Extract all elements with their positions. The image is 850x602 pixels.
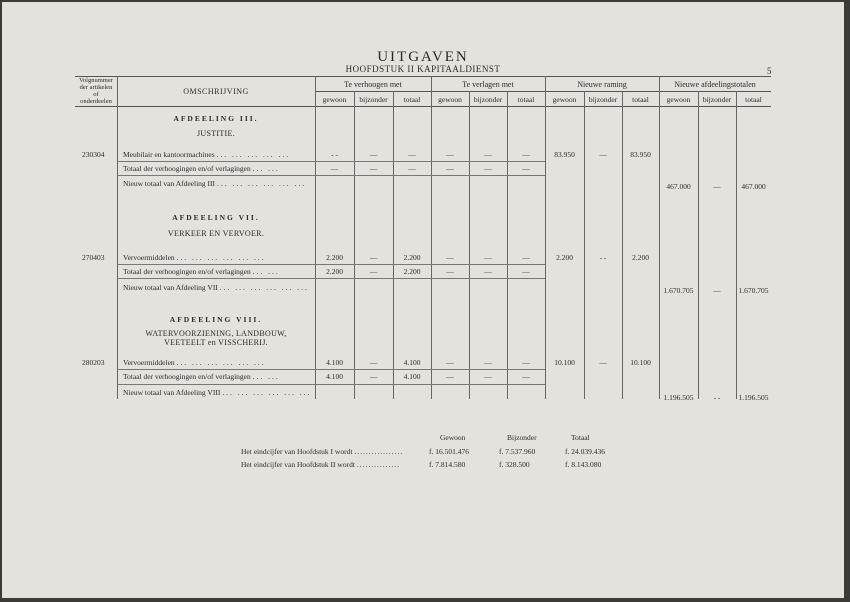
value-cell: 83.950 (554, 150, 575, 159)
subheader: totaal (745, 95, 762, 104)
value-cell: 467.000 (741, 182, 766, 191)
page-subtitle: HOOFDSTUK II KAPITAALDIENST (345, 64, 501, 74)
value-cell: 1.196.505 (738, 393, 769, 402)
column-rule (736, 91, 737, 399)
value-cell: — (484, 358, 492, 367)
row-rule (117, 264, 545, 265)
value-cell: — (408, 150, 416, 159)
value-cell: — (369, 164, 378, 173)
value-cell: — (484, 372, 492, 381)
column-rule (622, 91, 623, 399)
column-rule (507, 91, 508, 399)
row-rule (117, 161, 545, 162)
subheader: gewoon (552, 95, 577, 104)
value-cell: — (408, 164, 416, 173)
item-number: 280203 (82, 358, 105, 367)
column-rule (469, 91, 470, 399)
totaal-label: Totaal der verhoogingen en/of verlagingen ... ... (123, 267, 280, 276)
value-cell: — (484, 164, 492, 173)
section-subheading: WATERVOORZIENING, LANDBOUW, (145, 329, 287, 338)
value-cell: — (369, 267, 378, 276)
header-mid-rule (315, 91, 771, 92)
group-header-verhoogen: Te verhoogen met (344, 80, 402, 89)
column-rule (354, 91, 355, 399)
item-number: 270403 (82, 253, 105, 262)
column-rule (584, 91, 585, 399)
value-cell: — (599, 358, 607, 367)
value-cell: 2.200 (403, 253, 421, 262)
value-cell: — (484, 267, 492, 276)
subheader: gewoon (666, 95, 691, 104)
page-number: 5 (767, 66, 772, 76)
value-cell: — (369, 372, 378, 381)
value-cell: — (446, 253, 454, 262)
value-cell: 1.670.705 (738, 286, 769, 295)
group-header-verlagen: Te verlagen met (462, 80, 514, 89)
summary-header-gewoon: Gewoon (440, 433, 466, 442)
section-subheading: VERKEER EN VERVOER. (167, 229, 265, 238)
value-cell: — (446, 267, 454, 276)
nieuw-totaal-label: Nieuw totaal van Afdeeling III ... ... ... ... ... ... (123, 179, 307, 188)
row-rule (117, 384, 545, 385)
summary-value: f. 16.501.476 (429, 447, 469, 456)
header-top-rule (75, 76, 771, 77)
summary-row-label: Het eindcijfer van Hoofdstuk I wordt ................. (241, 447, 404, 456)
row-rule (117, 175, 545, 176)
value-cell: — (522, 253, 530, 262)
value-cell: 10.100 (554, 358, 575, 367)
value-cell: - - (331, 150, 338, 159)
subheader: bijzonder (588, 95, 618, 104)
summary-value: f. 8.143.080 (565, 460, 602, 469)
column-header-volgnummer: Volgnummer der artikelen of onderdeelen (79, 77, 113, 105)
subheader: bijzonder (359, 95, 388, 104)
column-rule (545, 76, 546, 399)
value-cell: - - (599, 253, 607, 262)
nieuw-totaal-label: Nieuw totaal van Afdeeling VIII ... ... ... ... ... ... (123, 388, 312, 397)
value-cell: — (369, 253, 378, 262)
column-rule (698, 91, 699, 399)
value-cell: — (369, 150, 378, 159)
group-header-nieuwe-raming: Nieuwe raming (577, 80, 627, 89)
summary-value: f. 24.039.436 (565, 447, 605, 456)
document-page (2, 2, 844, 598)
value-cell: — (446, 358, 454, 367)
section-heading: AFDEELING III. (173, 114, 259, 123)
value-cell: 2.200 (326, 253, 343, 262)
summary-header-totaal: Totaal (571, 433, 590, 442)
group-header-afdeelingstotalen: Nieuwe afdeelingstotalen (674, 80, 756, 89)
subheader: gewoon (322, 95, 347, 104)
page-title: UITGAVEN (377, 49, 469, 65)
subheader: gewoon (438, 95, 462, 104)
value-cell: 4.100 (326, 358, 343, 367)
totaal-label: Totaal der verhoogingen en/of verlagingen ... ... (123, 164, 280, 173)
section-heading: AFDEELING VII. (172, 213, 260, 222)
value-cell: — (522, 164, 530, 173)
value-cell: — (522, 372, 530, 381)
value-cell: 83.950 (630, 150, 651, 159)
value-cell: — (369, 358, 378, 367)
value-cell: 10.100 (630, 358, 651, 367)
summary-value: f. 7.814.580 (429, 460, 466, 469)
value-cell: 2.200 (326, 267, 343, 276)
column-header-omschrijving: OMSCHRIJVING (183, 87, 249, 96)
value-cell: 4.100 (403, 372, 421, 381)
summary-header-bijzonder: Bijzonder (507, 433, 537, 442)
column-rule (393, 91, 394, 399)
section-subheading: VEETEELT en VISSCHERIJ. (164, 338, 268, 347)
value-cell: 2.200 (556, 253, 573, 262)
item-number: 230304 (82, 150, 105, 159)
section-subheading: JUSTITIE. (196, 129, 236, 138)
subheader: totaal (403, 95, 421, 104)
value-cell: 467.000 (666, 182, 691, 191)
subheader: totaal (517, 95, 535, 104)
value-cell: — (522, 358, 530, 367)
item-label: Vervoermiddelen ... ... ... ... ... ... (123, 358, 266, 367)
value-cell: — (446, 150, 454, 159)
item-label: Meubilair en kantoormachines ... ... ... ... ... (123, 150, 291, 159)
subheader: totaal (632, 95, 649, 104)
value-cell: — (713, 182, 721, 191)
value-cell: — (599, 150, 607, 159)
header-bottom-rule (75, 106, 771, 107)
column-rule (315, 76, 316, 399)
value-cell: — (330, 164, 339, 173)
value-cell: 1.670.705 (663, 286, 694, 295)
summary-value: f. 7.537.960 (499, 447, 536, 456)
subheader: bijzonder (702, 95, 732, 104)
value-cell: 4.100 (403, 358, 421, 367)
value-cell: 4.100 (326, 372, 343, 381)
totaal-label: Totaal der verhoogingen en/of verlagingen ... ... (123, 372, 280, 381)
section-heading: AFDEELING VIII. (169, 315, 263, 324)
value-cell: — (446, 372, 454, 381)
column-rule (659, 76, 660, 399)
value-cell: — (484, 150, 492, 159)
value-cell: — (522, 267, 530, 276)
summary-value: f. 328.500 (499, 460, 530, 469)
value-cell: 1.196.505 (663, 393, 694, 402)
value-cell: — (484, 253, 492, 262)
value-cell: — (713, 286, 721, 295)
nieuw-totaal-label: Nieuw totaal van Afdeeling VII ... ... ... ... ... ... (123, 283, 309, 292)
row-rule (117, 369, 545, 370)
value-cell: — (522, 150, 530, 159)
value-cell: - - (713, 393, 721, 402)
subheader: bijzonder (473, 95, 503, 104)
row-rule (117, 278, 545, 279)
value-cell: 2.200 (632, 253, 649, 262)
item-label: Vervoermiddelen ... ... ... ... ... ... (123, 253, 266, 262)
summary-row-label: Het eindcijfer van Hoofdstuk II wordt ............... (241, 460, 400, 469)
column-rule (431, 76, 432, 399)
value-cell: — (446, 164, 454, 173)
value-cell: 2.200 (403, 267, 421, 276)
